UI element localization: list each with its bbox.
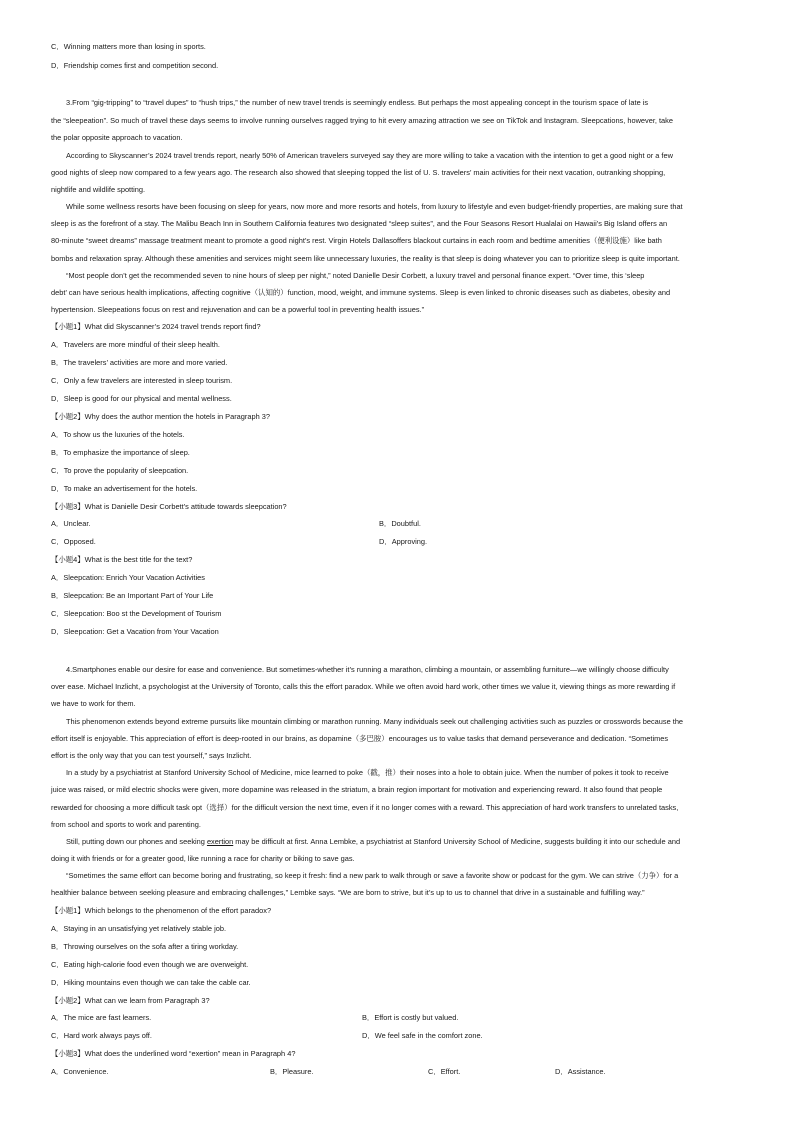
passage3-line: According to Skyscanner’s 2024 travel trends report, nearly 50% of American travelers surveyed say they are more willing to take a vacation with the intention to get a good night or a few <box>66 151 673 160</box>
option: B．Sleepcation: Be an Important Part of Your Life <box>51 591 214 600</box>
option: B．The travelers’ activities are more and more varied. <box>51 358 228 367</box>
passage4-line: “Sometimes the same effort can become boring and frustrating, so keep it fresh: find a new park to walk through or save a favorite show or podcast for the gym. We can strive（力争）for a <box>66 871 679 880</box>
text-segment: may be difficult at first. Anna Lembke, a psychiatrist at Stanford University School of Medicine, suggests building it into our schedule and <box>233 837 681 846</box>
passage4-line: doing it with friends or for a greater good, like running a race for charity or biking to save gas. <box>51 854 355 863</box>
text-segment: Still, putting down our phones and seeking <box>66 837 207 846</box>
passage4-line: over ease. Michael Inzlicht, a psychologist at the University of Toronto, calls this the effort paradox. While we often avoid hard work, other times we value it, viewing things as more rewarding if <box>51 682 676 691</box>
option: D．Sleep is good for our physical and mental wellness. <box>51 394 232 403</box>
question-stem: 【小题2】What can we learn from Paragraph 3? <box>51 996 210 1005</box>
option: C．To prove the popularity of sleepcation. <box>51 466 189 475</box>
option: A．Travelers are more mindful of their sleep health. <box>51 340 220 349</box>
option: D．We feel safe in the comfort zone. <box>362 1031 483 1040</box>
option: A．To show us the luxuries of the hotels. <box>51 430 185 439</box>
question-stem: 【小题4】What is the best title for the text? <box>51 555 193 564</box>
question-stem: 【小题3】What is Danielle Desir Corbett’s attitude towards sleepcation? <box>51 502 287 511</box>
passage3-line: good nights of sleep now compared to a few years ago. The research also showed that sleeping topped the list of U. S. travelers’ main activities for their next vacation, outranking shopping, <box>51 168 666 177</box>
passage3-line: bombs and relaxation spray. Although these amenities and services might seem like unnecessary luxuries, the reality is that sleep is doing whatever you can to prioritize sleep is quite important. <box>51 254 680 263</box>
passage4-line: effort is the only way that you can test yourself,” says Inzlicht. <box>51 751 252 760</box>
option: A．Sleepcation: Enrich Your Vacation Activities <box>51 573 205 582</box>
option: D．Sleepcation: Get a Vacation from Your Vacation <box>51 627 219 636</box>
passage4-line: 4.Smartphones enable our desire for ease and convenience. But sometimes-whether it’s running a marathon, climbing a mountain, or assembling furniture—we willingly choose difficulty <box>66 665 669 674</box>
passage4-line <box>66 837 766 847</box>
option: C．Only a few travelers are interested in sleep tourism. <box>51 376 233 385</box>
option: D．Hiking mountains even though we can take the cable car. <box>51 978 251 987</box>
option: A．The mice are fast learners. <box>51 1013 152 1022</box>
passage3-line: sleep is as the forefront of a stay. The Malibu Beach Inn in Southern California features two designated “sleep suites”, and the Four Seasons Resort Hualalai on Hawaii’s Big Island offers an <box>51 219 668 228</box>
passage4-line: In a study by a psychiatrist at Stanford University School of Medicine, mice learned to poke（戳，推）their noses into a hole to obtain juice. When the number of pokes it took to receive <box>66 768 669 777</box>
passage3-line: 80-minute “sweet dreams” massage treatment meant to promote a good night’s rest. Virgin Hotels Dallasoffers blackout curtains in each room and bedtime amenities（便利设施）like bath <box>51 236 662 245</box>
option: D．Assistance. <box>555 1067 606 1076</box>
passage4-line: juice was raised, or mild electric shocks were given, more dopamine was released in the striatum, a brain region important for motivation and experiencing reward. It also found that people <box>51 785 663 794</box>
option: B．To emphasize the importance of sleep. <box>51 448 190 457</box>
option: C．Sleepcation: Boo st the Development of Tourism <box>51 609 222 618</box>
question-stem: 【小题3】What does the underlined word “exertion” mean in Paragraph 4? <box>51 1049 296 1058</box>
passage4-line: rewarded for choosing a more difficult task opt（选择）for the difficult version the next time, even if it no longer comes with a reward. This appreciation of hard work transfers to unrelated tasks, <box>51 803 679 812</box>
option: C．Eating high-calorie food even though we are overweight. <box>51 960 249 969</box>
passage4-line: healthier balance between seeking pleasure and embracing challenges,” Lembke says. “We are born to strive, but it’s up to us to channel that drive in a sustainable and fulfilling way.” <box>51 888 645 897</box>
option: C．Opposed. <box>51 537 96 546</box>
option: C．Effort. <box>428 1067 461 1076</box>
option: B．Pleasure. <box>270 1067 314 1076</box>
option: C．Hard work always pays off. <box>51 1031 152 1040</box>
option: A．Convenience. <box>51 1067 109 1076</box>
question-stem: 【小题1】Which belongs to the phenomenon of the effort paradox? <box>51 906 272 915</box>
passage3-line: debt’ can have serious health implications, affecting cognitive（认知的）function, mood, weight, and immune systems. Sleep is even linked to chronic diseases such as diabetes, obesity and <box>51 288 671 297</box>
passage3-line: hypertension. Sleepeations focus on rest and rejuvenation and can be a powerful tool in preventing health issues.” <box>51 305 425 314</box>
passage4-line: effort itself is enjoyable. This appreciation of effort is deep-rooted in our brains, as dopamine（多巴胺）encourages us to value tasks that demand perseverance and dedication. “Sometimes <box>51 734 669 743</box>
option-d: D．Friendship comes first and competition second. <box>51 61 219 70</box>
option-c: C．Winning matters more than losing in sports. <box>51 42 206 51</box>
passage3-line: the polar opposite approach to vacation. <box>51 133 183 142</box>
passage4-line: This phenomenon extends beyond extreme pursuits like mountain climbing or marathon running. Many individuals seek out challenging activities such as puzzles or crosswords because the <box>66 717 684 726</box>
option: B．Effort is costly but valued. <box>362 1013 459 1022</box>
passage3-line: the “sleepeation”. So much of travel these days seems to involve running ourselves ragged trying to hit every amazing attraction we see on TikTok and Instagram. Sleepcations, however, take <box>51 116 673 125</box>
option: D．To make an advertisement for the hotels. <box>51 484 198 493</box>
option: A．Unclear. <box>51 519 91 528</box>
passage3-line: While some wellness resorts have been focusing on sleep for years, now more and more resorts and hotels, from luxury to lifestyle and even budget-friendly properties, are making sure that <box>66 202 683 211</box>
option: B．Doubtful. <box>379 519 421 528</box>
passage4-line: we have to work for them. <box>51 699 136 708</box>
passage4-line: from school and sports to work and parenting. <box>51 820 201 829</box>
underlined-word: exertion <box>206 837 234 846</box>
question-stem: 【小题2】Why does the author mention the hotels in Paragraph 3? <box>51 412 270 421</box>
passage3-line: 3.From “gig-tripping” to “travel dupes” to “hush trips,” the number of new travel trends is seemingly endless. But perhaps the most appealing concept in the tourism space of late is <box>66 98 649 107</box>
option: A．Staying in an unsatisfying yet relatively stable job. <box>51 924 227 933</box>
passage3-line: “Most people don’t get the recommended seven to nine hours of sleep per night,” noted Danielle Desir Corbett, a luxury travel and personal finance expert. “Over time, this ‘sleep <box>66 271 645 280</box>
passage3-line: nightlife and wildlife spotting. <box>51 185 146 194</box>
question-stem: 【小题1】What did Skyscanner’s 2024 travel trends report find? <box>51 322 261 331</box>
option: D．Approving. <box>379 537 428 546</box>
option: B．Throwing ourselves on the sofa after a tiring workday. <box>51 942 239 951</box>
